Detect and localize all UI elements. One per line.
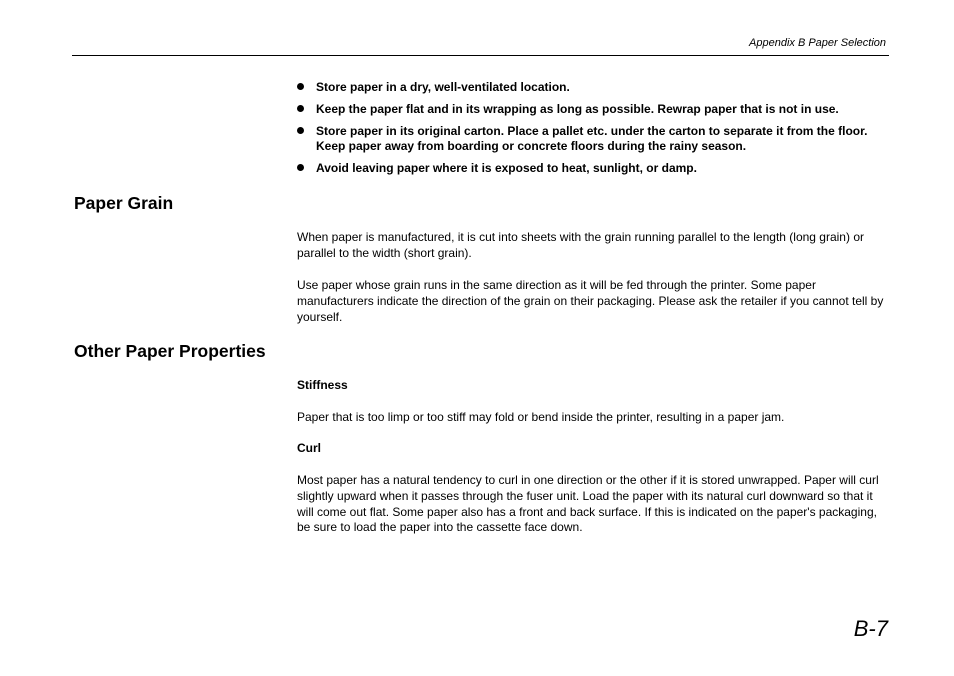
paper-grain-paragraph-1: When paper is manufactured, it is cut into sheets with the grain running parallel to the length (long grain) or parallel to the width (short grain). [297, 230, 864, 260]
header-divider [72, 55, 889, 56]
curl-subheading: Curl [297, 441, 321, 455]
paper-grain-paragraph-2: Use paper whose grain runs in the same direction as it will be fed through the printer. Some paper manufacturers indicate the direction of the grain on their packaging. Please ask the retailer if you cannot tell by yourself. [297, 278, 884, 324]
list-item [297, 124, 889, 154]
running-header: Appendix B Paper Selection [749, 37, 886, 49]
bullet-icon [297, 105, 304, 112]
list-item [297, 161, 889, 176]
paper-grain-heading: Paper Grain [74, 193, 174, 213]
bullet-icon [297, 127, 304, 134]
curl-paragraph: Most paper has a natural tendency to curl in one direction or the other if it is stored unwrapped. Paper will curl slightly upward when it passes through the fuser unit. Load the paper with its natural curl downward so that it will come out flat. Some paper also has a front and back surface. If this is indicated on the paper's packaging, be sure to load the paper into the cassette face down. [297, 473, 879, 535]
stiffness-subheading: Stiffness [297, 378, 348, 392]
storage-bullet-list [297, 80, 889, 183]
bullet-text: Store paper in a dry, well-ventilated location. [316, 80, 570, 94]
other-properties-heading: Other Paper Properties [74, 341, 266, 361]
stiffness-paragraph: Paper that is too limp or too stiff may fold or bend inside the printer, resulting in a paper jam. [297, 410, 785, 424]
bullet-text: Keep the paper flat and in its wrapping as long as possible. Rewrap paper that is not in use. [316, 102, 839, 116]
bullet-text: Avoid leaving paper where it is exposed to heat, sunlight, or damp. [316, 161, 697, 175]
bullet-icon [297, 164, 304, 171]
bullet-icon [297, 83, 304, 90]
list-item [297, 80, 889, 95]
page-number: B-7 [853, 616, 888, 641]
list-item [297, 102, 889, 117]
bullet-text: Store paper in its original carton. Place a pallet etc. under the carton to separate it from the floor. Keep paper away from boarding or concrete floors during the rainy season. [316, 124, 868, 153]
